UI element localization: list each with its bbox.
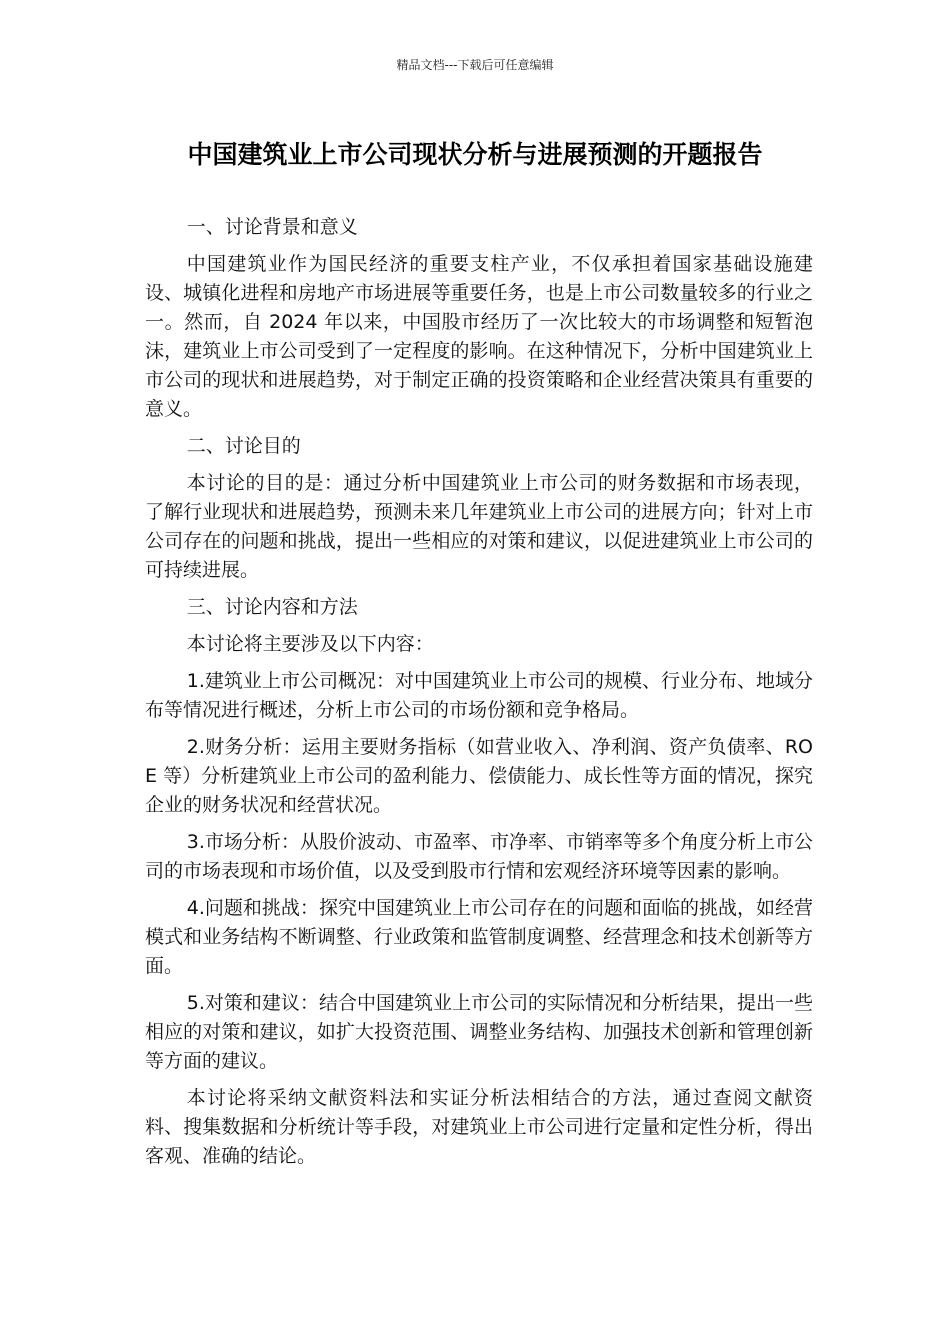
section-heading-purpose: 二、讨论目的 bbox=[186, 435, 301, 457]
header-note: 精品文档---下载后可任意编辑 bbox=[396, 58, 554, 72]
paragraph-background: 中国建筑业作为国民经济的重要支柱产业，不仅承担着国家基础设施建设、城镇化进程和房地产市场进展等重要任务，也是上市公司数量较多的行业之一。然而，自 2024 年以来，中国股市经历了一次比较大的市场调整和短暂泡沫，建筑业上市公司受到了一定程度的影响。在这种情况下，分析中国建筑业上市公司的现状和进展趋势，对于制定正确的投资策略和企业经营决策具有重要的意义。 bbox=[145, 253, 813, 420]
document-body bbox=[145, 213, 813, 1179]
paragraph-method: 本讨论将采纳文献资料法和实证分析法相结合的方法，通过查阅文献资料、搜集数据和分析统计等手段，对建筑业上市公司进行定量和定性分析，得出客观、准确的结论。 bbox=[145, 1087, 813, 1167]
paragraph-content-intro: 本讨论将主要涉及以下内容： bbox=[186, 633, 434, 655]
section-heading-content-method: 三、讨论内容和方法 bbox=[186, 596, 358, 618]
document-title: 中国建筑业上市公司现状分析与进展预测的开题报告 bbox=[187, 140, 763, 169]
paragraph-purpose: 本讨论的目的是：通过分析中国建筑业上市公司的财务数据和市场表现，了解行业现状和进展趋势，预测未来几年建筑业上市公司的进展方向；针对上市公司存在的问题和挑战，提出一些相应的对策和建议，以促进建筑业上市公司的可持续进展。 bbox=[145, 472, 813, 581]
list-item-financial-analysis: 2.财务分析：运用主要财务指标（如营业收入、净利润、资产负债率、ROE 等）分析建筑业上市公司的盈利能力、偿债能力、成长性等方面的情况，探究企业的财务状况和经营状况。 bbox=[145, 736, 813, 816]
list-item-problems-challenges: 4.问题和挑战：探究中国建筑业上市公司存在的问题和面临的挑战，如经营模式和业务结构不断调整、行业政策和监管制度调整、经营理念和技术创新等方面。 bbox=[145, 897, 813, 977]
list-item-countermeasures: 5.对策和建议：结合中国建筑业上市公司的实际情况和分析结果，提出一些相应的对策和建议，如扩大投资范围、调整业务结构、加强技术创新和管理创新等方面的建议。 bbox=[145, 992, 813, 1072]
list-item-market-analysis: 3.市场分析：从股价波动、市盈率、市净率、市销率等多个角度分析上市公司的市场表现和市场价值，以及受到股市行情和宏观经济环境等因素的影响。 bbox=[145, 831, 813, 882]
section-heading-background: 一、讨论背景和意义 bbox=[186, 216, 358, 238]
list-item-overview: 1.建筑业上市公司概况：对中国建筑业上市公司的规模、行业分布、地域分布等情况进行概述，分析上市公司的市场份额和竞争格局。 bbox=[145, 670, 813, 721]
